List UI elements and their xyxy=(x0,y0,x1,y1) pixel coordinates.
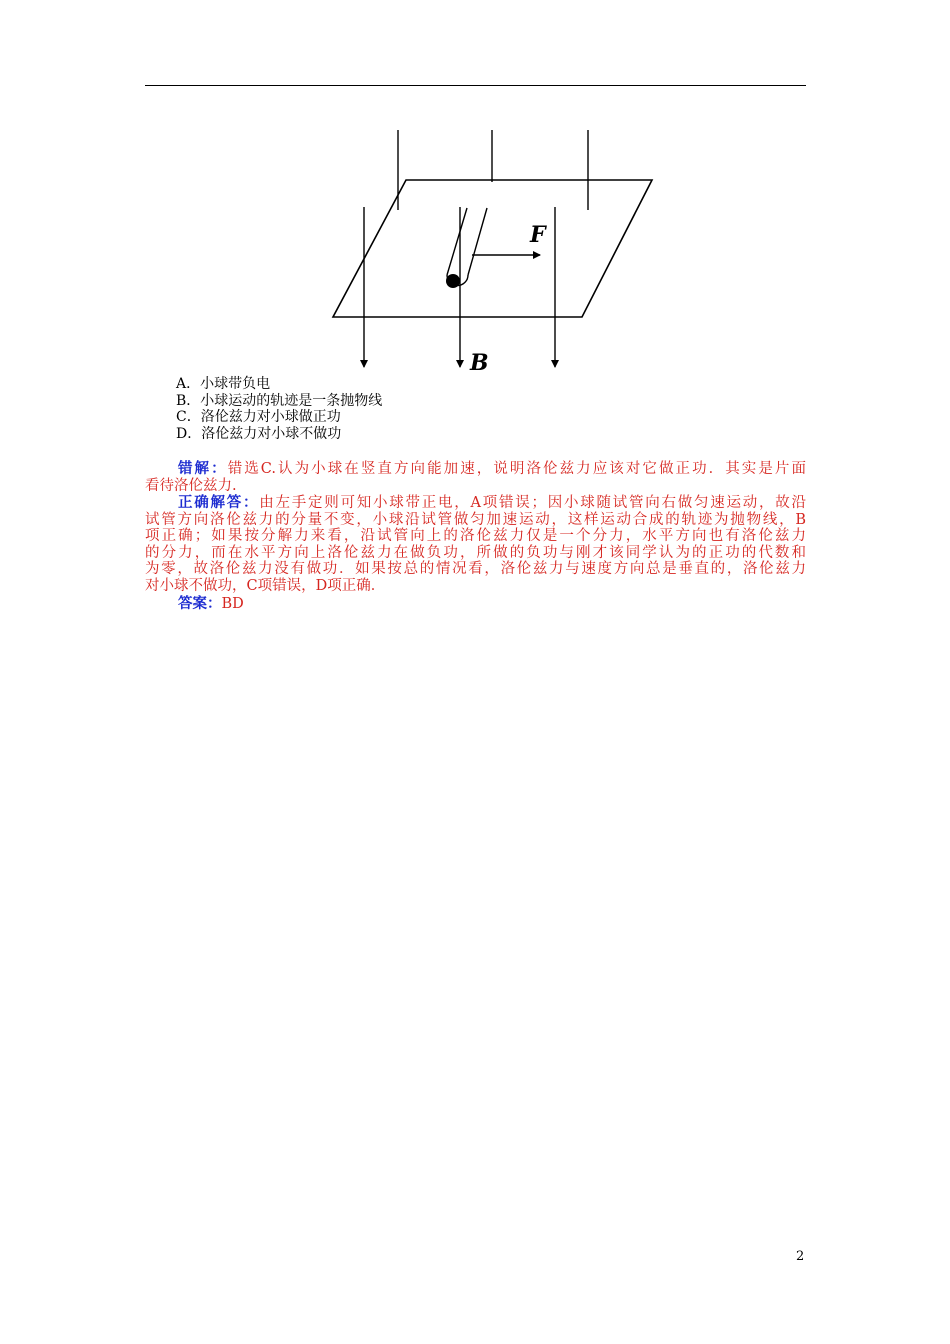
field-label: B xyxy=(470,350,489,376)
option-c: C．洛伦兹力对小球做正功 xyxy=(176,409,341,425)
magnetic-field-figure xyxy=(320,125,680,380)
correct-solution-line-1: 由左手定则可知小球带正电，A项错误；因小球随试管向右做匀速运动，故沿 xyxy=(259,495,807,511)
error-analysis-lead: 错解： xyxy=(178,460,228,477)
correct-solution-line-2: 试管方向洛伦兹力的分量不变，小球沿试管做匀加速运动，这样运动合成的轨迹为抛物线，B xyxy=(145,511,806,528)
answer-options xyxy=(176,376,382,442)
horizontal-plane xyxy=(333,180,652,317)
correct-solution-line-5: 为零，故洛伦兹力没有做功．如果按总的情况看，洛伦兹力与速度方向总是垂直的，洛伦兹力 xyxy=(145,561,806,578)
final-answer-value: BD xyxy=(221,596,244,612)
error-analysis-line-2: 看待洛伦兹力. xyxy=(145,477,237,494)
correct-solution xyxy=(145,495,806,595)
final-answer-lead: 答案： xyxy=(178,595,222,612)
error-analysis xyxy=(145,461,806,494)
correct-solution-line-3: 项正确；如果按分解力来看，沿试管向上的洛伦兹力仅是一个分力，水平方向也有洛伦兹力 xyxy=(145,528,806,545)
header-rule xyxy=(145,85,806,86)
force-label: F xyxy=(530,222,546,248)
charged-ball xyxy=(446,274,460,288)
test-tube xyxy=(447,208,487,286)
option-b: B．小球运动的轨迹是一条抛物线 xyxy=(176,392,383,409)
correct-solution-lead: 正确解答： xyxy=(178,494,260,511)
correct-solution-line-4: 的分力，而在水平方向上洛伦兹力在做负功，所做的负功与刚才该同学认为的正功的代数和 xyxy=(145,544,806,561)
option-d: D．洛伦兹力对小球不做功 xyxy=(176,425,342,442)
final-answer xyxy=(145,596,806,613)
option-a: A．小球带负电 xyxy=(176,376,271,392)
error-analysis-line-1: 错选C.认为小球在竖直方向能加速，说明洛伦兹力应该对它做正功．其实是片面 xyxy=(227,461,806,477)
correct-solution-line-6: 对小球不做功，C项错误，D项正确． xyxy=(145,577,386,594)
page-number: 2 xyxy=(796,1249,805,1264)
